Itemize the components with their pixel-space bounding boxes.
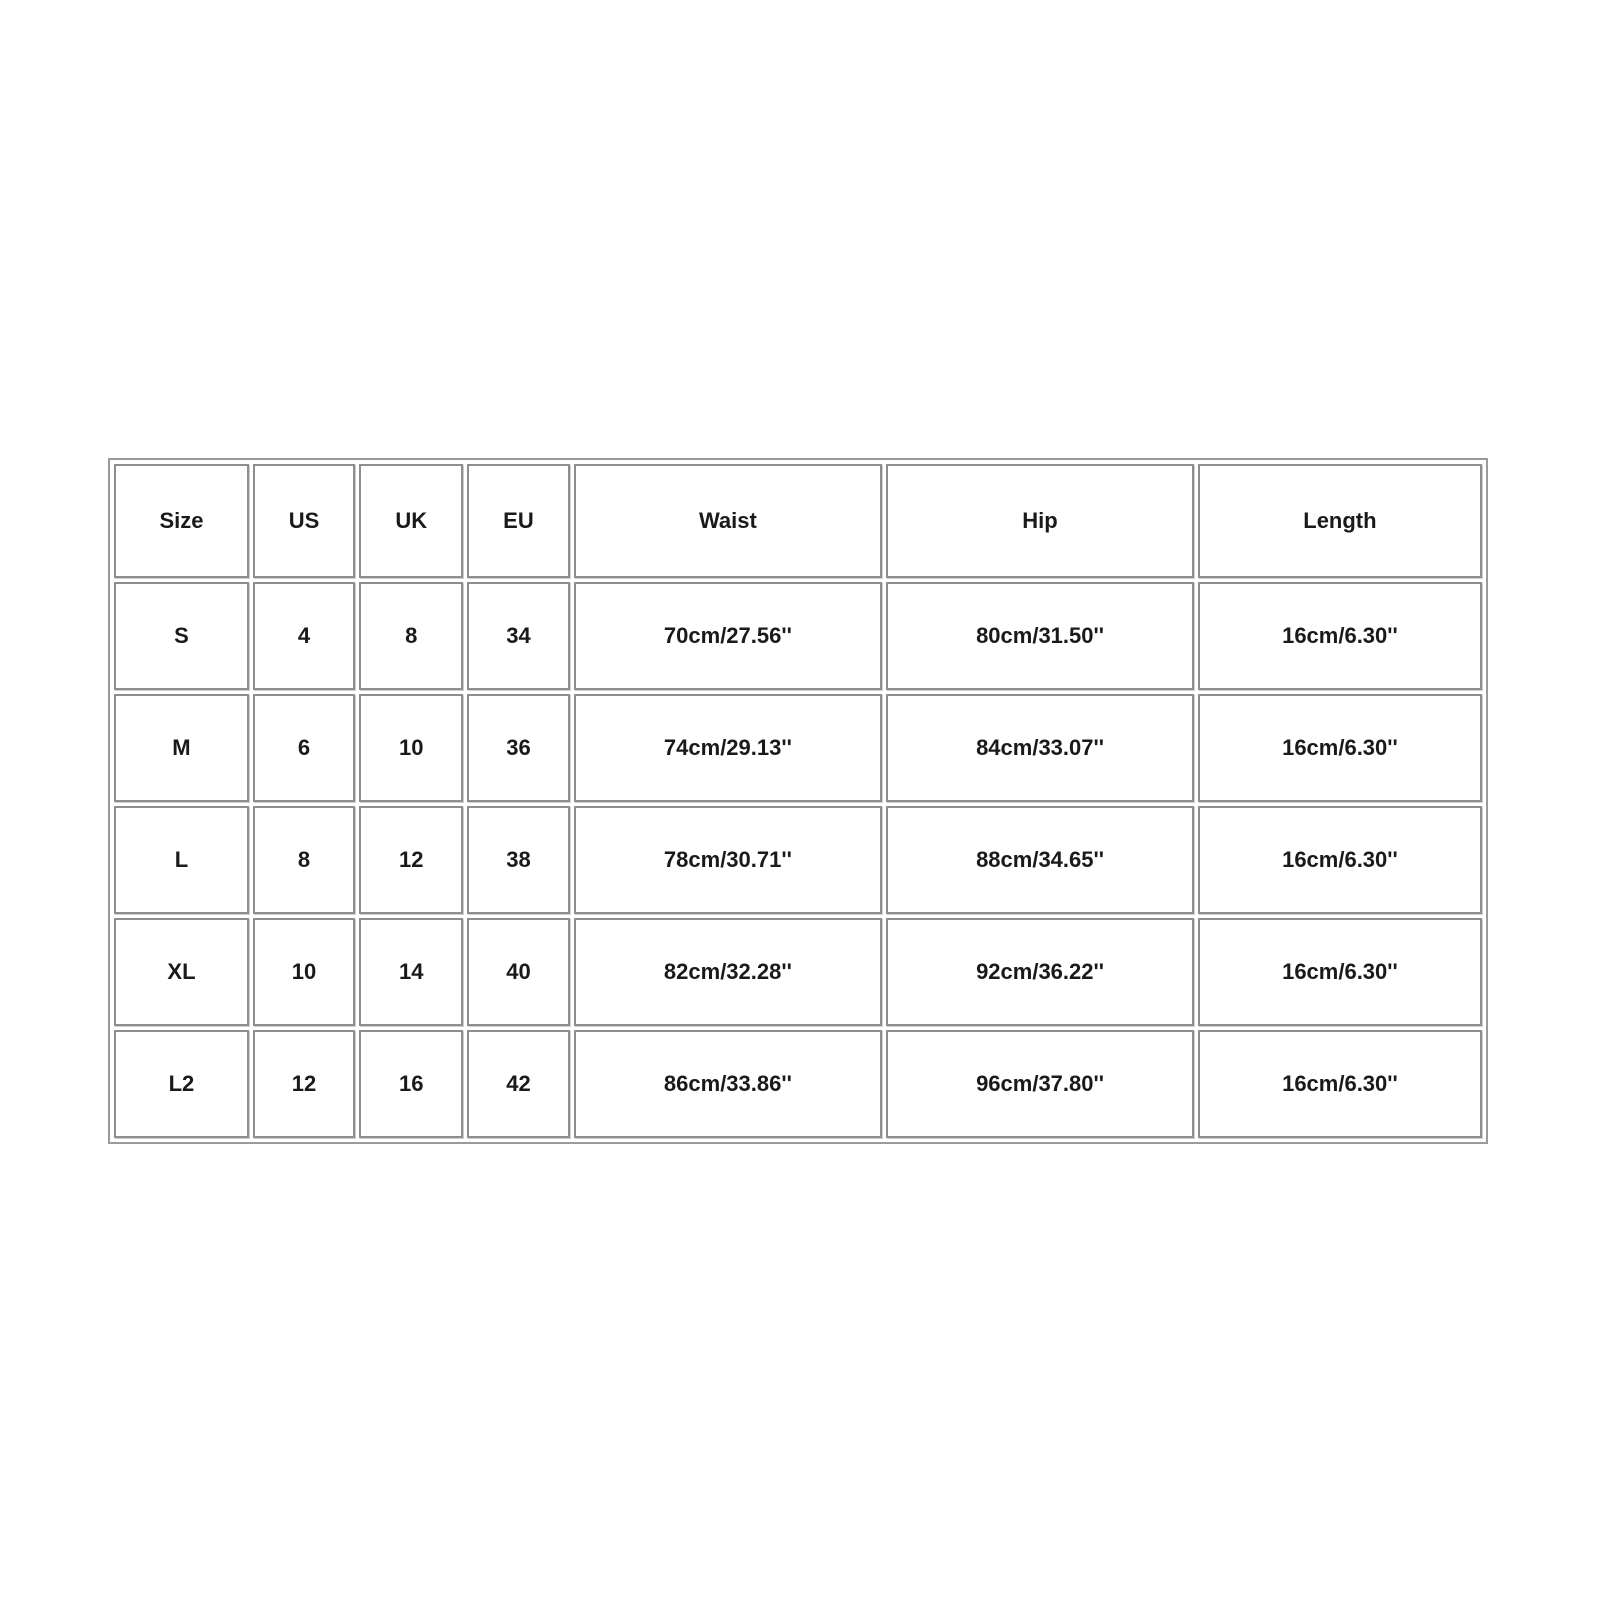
cell-us: 12 xyxy=(253,1030,355,1138)
cell-hip: 80cm/31.50'' xyxy=(886,582,1194,690)
cell-waist: 74cm/29.13'' xyxy=(574,694,883,802)
header-waist: Waist xyxy=(574,464,883,578)
cell-waist: 70cm/27.56'' xyxy=(574,582,883,690)
cell-hip: 96cm/37.80'' xyxy=(886,1030,1194,1138)
cell-eu: 34 xyxy=(467,582,569,690)
cell-size: L2 xyxy=(114,1030,249,1138)
cell-size: L xyxy=(114,806,249,914)
cell-hip: 84cm/33.07'' xyxy=(886,694,1194,802)
size-chart-table xyxy=(110,460,1486,1142)
cell-waist: 86cm/33.86'' xyxy=(574,1030,883,1138)
table-row xyxy=(114,582,1482,690)
cell-us: 10 xyxy=(253,918,355,1026)
cell-hip: 88cm/34.65'' xyxy=(886,806,1194,914)
cell-eu: 40 xyxy=(467,918,569,1026)
cell-uk: 16 xyxy=(359,1030,463,1138)
header-us: US xyxy=(253,464,355,578)
cell-length: 16cm/6.30'' xyxy=(1198,806,1482,914)
header-hip: Hip xyxy=(886,464,1194,578)
cell-uk: 10 xyxy=(359,694,463,802)
header-row xyxy=(114,464,1482,578)
cell-length: 16cm/6.30'' xyxy=(1198,918,1482,1026)
cell-us: 4 xyxy=(253,582,355,690)
cell-size: XL xyxy=(114,918,249,1026)
cell-eu: 42 xyxy=(467,1030,569,1138)
cell-eu: 38 xyxy=(467,806,569,914)
cell-length: 16cm/6.30'' xyxy=(1198,1030,1482,1138)
table-row xyxy=(114,1030,1482,1138)
header-eu: EU xyxy=(467,464,569,578)
table-row xyxy=(114,694,1482,802)
table-row xyxy=(114,806,1482,914)
cell-uk: 8 xyxy=(359,582,463,690)
cell-us: 6 xyxy=(253,694,355,802)
size-chart-header xyxy=(114,464,1482,578)
cell-waist: 78cm/30.71'' xyxy=(574,806,883,914)
cell-uk: 12 xyxy=(359,806,463,914)
cell-eu: 36 xyxy=(467,694,569,802)
cell-size: M xyxy=(114,694,249,802)
cell-length: 16cm/6.30'' xyxy=(1198,582,1482,690)
table-row xyxy=(114,918,1482,1026)
header-size: Size xyxy=(114,464,249,578)
cell-us: 8 xyxy=(253,806,355,914)
cell-size: S xyxy=(114,582,249,690)
size-chart-body xyxy=(114,582,1482,1138)
cell-hip: 92cm/36.22'' xyxy=(886,918,1194,1026)
cell-length: 16cm/6.30'' xyxy=(1198,694,1482,802)
cell-waist: 82cm/32.28'' xyxy=(574,918,883,1026)
header-length: Length xyxy=(1198,464,1482,578)
header-uk: UK xyxy=(359,464,463,578)
cell-uk: 14 xyxy=(359,918,463,1026)
